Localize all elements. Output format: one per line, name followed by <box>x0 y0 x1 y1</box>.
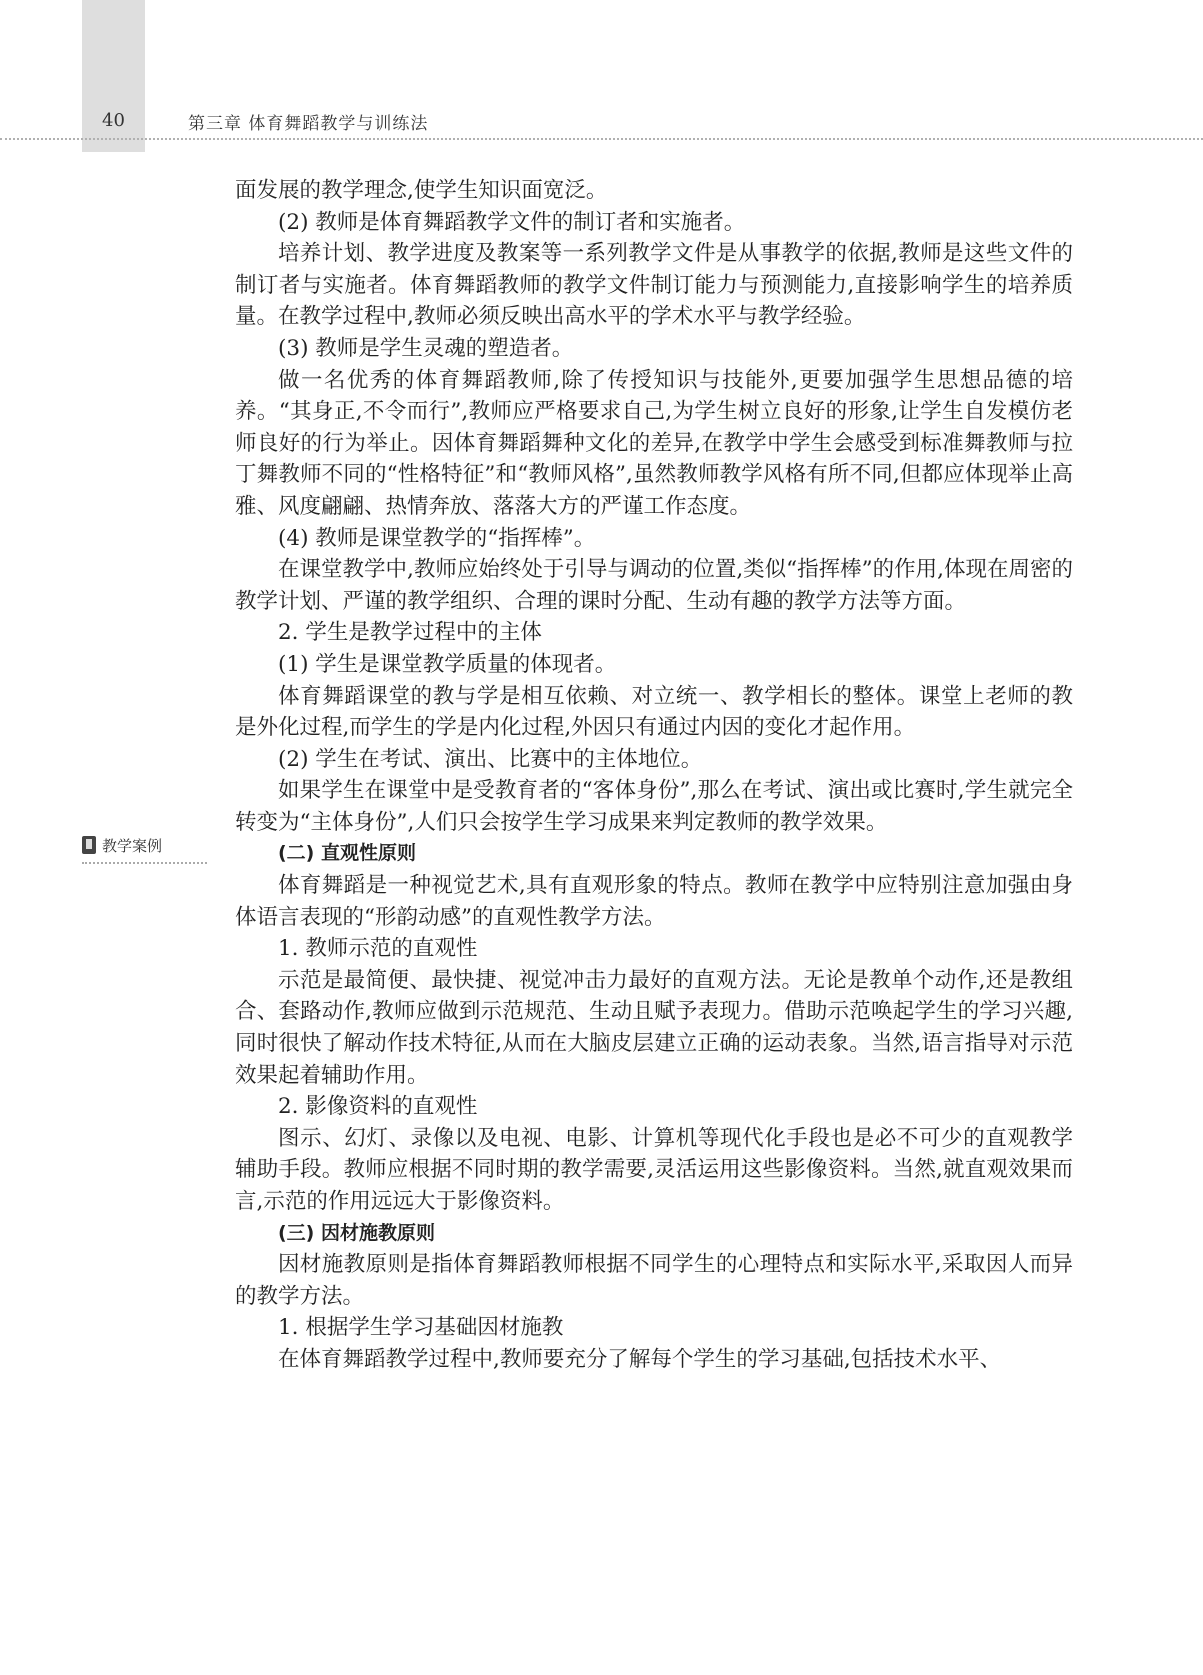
section-heading: (二) 直观性原则 <box>278 842 416 865</box>
paragraph: 做一名优秀的体育舞蹈教师,除了传授知识与技能外,更要加强学生思想品德的培养。“其身正,不令而行”,教师应严格要求自己,为学生树立良好的形象,让学生自发模仿老师良好的行为举止。因体育舞蹈舞种文化的差异,在教学中学生会感受到标准舞教师与拉丁舞教师不同的“性格特征”和“教师风格”,虽然教师教学风格有所不同,但都应体现举止高雅、风度翩翩、热情奔放、落落大方的严谨工作态度。 <box>235 367 1073 519</box>
subheading: 1. 教师示范的直观性 <box>278 936 478 962</box>
paragraph: 示范是最简便、最快捷、视觉冲击力最好的直观方法。无论是教单个动作,还是教组合、套路动作,教师应做到示范规范、生动且赋予表现力。借助示范唤起学生的学习兴趣,同时很快了解动作技术特征,从而在大脑皮层建立正确的运动表象。当然,语言指导对示范效果起着辅助作用。 <box>235 967 1073 1088</box>
paragraph: 如果学生在课堂中是受教育者的“客体身份”,那么在考试、演出或比赛时,学生就完全转变为“主体身份”,人们只会按学生学习成果来判定教师的教学效果。 <box>235 778 1073 835</box>
subheading: (2) 教师是体育舞蹈教学文件的制订者和实施者。 <box>278 209 746 235</box>
paragraph: 因材施教原则是指体育舞蹈教师根据不同学生的心理特点和实际水平,采取因人而异的教学方法。 <box>235 1252 1073 1309</box>
subheading: (1) 学生是课堂教学质量的体现者。 <box>278 651 617 677</box>
paragraph: 在课堂教学中,教师应始终处于引导与调动的位置,类似“指挥棒”的作用,体现在周密的教学计划、严谨的教学组织、合理的课时分配、生动有趣的教学方法等方面。 <box>235 557 1073 614</box>
book-icon <box>82 836 96 854</box>
paragraph: 图示、幻灯、录像以及电视、电影、计算机等现代化手段也是必不可少的直观教学辅助手段。教师应根据不同时期的教学需要,灵活运用这些影像资料。当然,就直观效果而言,示范的作用远远大于影像资料。 <box>235 1125 1073 1214</box>
subheading: 2. 影像资料的直观性 <box>278 1094 478 1120</box>
body-text <box>235 175 1073 1376</box>
paragraph: 体育舞蹈课堂的教与学是相互依赖、对立统一、教学相长的整体。课堂上老师的教是外化过程,而学生的学是内化过程,外因只有通过内因的变化才起作用。 <box>235 683 1073 741</box>
subheading: (2) 学生在考试、演出、比赛中的主体地位。 <box>278 746 703 772</box>
header-divider <box>0 138 1203 140</box>
paragraph: 体育舞蹈是一种视觉艺术,具有直观形象的特点。教师在教学中应特别注意加强由身体语言表现的“形韵动感”的直观性教学方法。 <box>235 873 1073 930</box>
margin-note-label: 教学案例 <box>102 837 163 855</box>
subheading: 1. 根据学生学习基础因材施教 <box>278 1315 564 1341</box>
paragraph: 培养计划、教学进度及教案等一系列教学文件是从事教学的依据,教师是这些文件的制订者与实施者。体育舞蹈教师的教学文件制订能力与预测能力,直接影响学生的培养质量。在教学过程中,教师必须反映出高水平的学术水平与教学经验。 <box>235 241 1073 330</box>
section-heading: (三) 因材施教原则 <box>278 1221 435 1244</box>
running-head: 第三章 体育舞蹈教学与训练法 <box>188 114 429 134</box>
subheading: (4) 教师是课堂教学的“指挥棒”。 <box>278 525 596 551</box>
paragraph: 在体育舞蹈教学过程中,教师要充分了解每个学生的学习基础,包括技术水平、 <box>278 1346 1002 1372</box>
subheading: 2. 学生是教学过程中的主体 <box>278 620 542 646</box>
subheading: (3) 教师是学生灵魂的塑造者。 <box>278 335 574 361</box>
paragraph: 面发展的教学理念,使学生知识面宽泛。 <box>235 178 608 203</box>
page-number: 40 <box>102 110 125 131</box>
margin-note <box>82 834 207 864</box>
